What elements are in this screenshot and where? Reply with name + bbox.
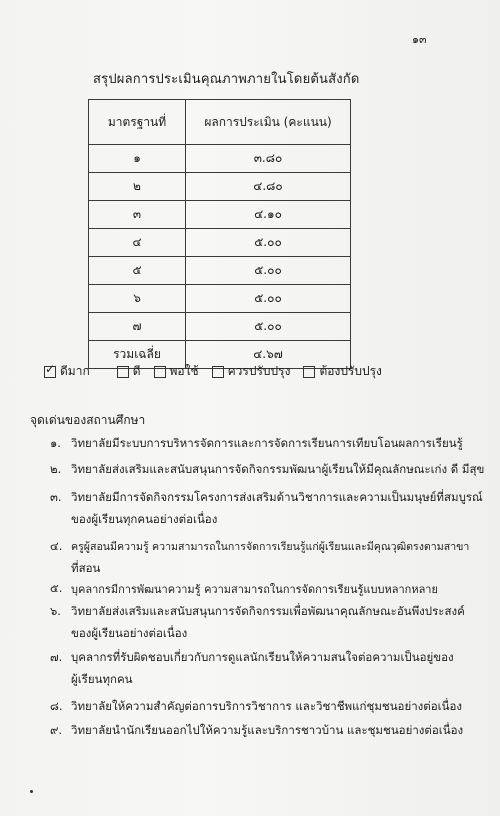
- average-value: ๔.๖๗: [186, 341, 351, 369]
- rating-option-good[interactable]: [117, 362, 141, 381]
- checkbox-checked-icon[interactable]: [44, 366, 56, 378]
- item-number: ๗.: [50, 650, 63, 664]
- item-text: บุคลากรมีการพัฒนาความรู้ ความสามารถในการจัดการเรียนรู้แบบหลากหลาย: [71, 583, 438, 596]
- score-cell: ๔.๑๐: [186, 201, 351, 229]
- score-cell: ๔.๘๐: [186, 173, 351, 201]
- item-text: วิทยาลัยมีระบบการบริหารจัดการและการจัดการเรียนการเทียบโอนผลการเรียนรู้: [71, 436, 463, 450]
- rating-option-fair[interactable]: [154, 362, 199, 381]
- score-cell: ๓.๘๐: [186, 145, 351, 173]
- score-cell: ๕.๐๐: [186, 257, 351, 285]
- rating-label: ควรปรับปรุง: [227, 364, 291, 378]
- score-table: [88, 99, 351, 369]
- standard-cell: ๒: [89, 173, 186, 201]
- item-number: ๑.: [50, 436, 61, 450]
- checkbox-icon[interactable]: [212, 366, 224, 378]
- checkbox-icon[interactable]: [117, 366, 129, 378]
- standard-cell: ๓: [89, 201, 186, 229]
- header-standard: มาตรฐานที่: [89, 100, 186, 145]
- table-row: [89, 313, 351, 341]
- table-header-row: [89, 100, 351, 145]
- item-number: ๘.: [50, 699, 63, 713]
- table-row: [89, 145, 351, 173]
- table-row: [89, 201, 351, 229]
- standard-cell: ๖: [89, 285, 186, 313]
- item-number: ๔.: [50, 539, 63, 553]
- strengths-heading: จุดเด่นของสถานศึกษา: [30, 413, 146, 427]
- checkbox-icon[interactable]: [154, 366, 166, 378]
- rating-label: ดี: [132, 364, 141, 378]
- item-text: วิทยาลัยนำนักเรียนออกไปให้ความรู้และบริการชาวบ้าน และชุมชนอย่างต่อเนื่อง: [71, 723, 464, 737]
- item-continuation: ของผู้เรียนอย่างต่อเนื่อง: [71, 626, 188, 640]
- item-number: ๒.: [50, 462, 62, 476]
- rating-option-should-improve[interactable]: [212, 362, 291, 381]
- item-text: วิทยาลัยมีการจัดกิจกรรมโครงการส่งเสริมด้านวิชาการและความเป็นมนุษย์ที่สมบูรณ์: [71, 490, 483, 504]
- page-number: ๑๓: [412, 33, 427, 46]
- rating-option-must-improve[interactable]: [303, 362, 381, 381]
- item-text: วิทยาลัยส่งเสริมและสนับสนุนการจัดกิจกรรมพัฒนาผู้เรียนให้มีคุณลักษณะเก่ง ดี มีสุข: [71, 462, 485, 476]
- score-cell: ๕.๐๐: [186, 229, 351, 257]
- rating-label: ต้องปรับปรุง: [319, 364, 382, 378]
- item-number: ๙.: [50, 723, 63, 737]
- rating-label: ดีมาก: [60, 364, 90, 378]
- item-text: ครูผู้สอนมีความรู้ ความสามารถในการจัดการเรียนรู้แก่ผู้เรียนและมีคุณวุฒิตรงตามสาขา: [71, 541, 470, 553]
- standard-cell: ๕: [89, 257, 186, 285]
- item-text: วิทยาลัยให้ความสำคัญต่อการบริการวิชาการ และวิชาชีพแก่ชุมชนอย่างต่อเนื่อง: [71, 699, 462, 713]
- checkbox-icon[interactable]: [303, 366, 315, 378]
- rating-option-very-good[interactable]: [44, 362, 90, 381]
- item-number: ๓.: [50, 490, 62, 504]
- page-title: สรุปผลการประเมินคุณภาพภายในโดยต้นสังกัด: [93, 72, 360, 87]
- table-row: [89, 229, 351, 257]
- item-continuation: ที่สอน: [71, 561, 101, 575]
- item-continuation: ผู้เรียนทุกคน: [71, 672, 133, 686]
- table-row: [89, 285, 351, 313]
- item-continuation: ของผู้เรียนทุกคนอย่างต่อเนื่อง: [71, 512, 218, 526]
- item-text: วิทยาลัยส่งเสริมและสนับสนุนการจัดกิจกรรมเพื่อพัฒนาคุณลักษณะอันพึงประสงค์: [71, 604, 465, 618]
- table-row: [89, 257, 351, 285]
- average-label: รวมเฉลี่ย: [89, 341, 186, 369]
- score-cell: ๕.๐๐: [186, 285, 351, 313]
- table-row: [89, 173, 351, 201]
- score-cell: ๕.๐๐: [186, 313, 351, 341]
- rating-checklist: [44, 362, 395, 381]
- item-text: บุคลากรที่รับผิดชอบเกี่ยวกับการดูแลนักเรียนให้ความสนใจต่อความเป็นอยู่ของ: [71, 650, 454, 664]
- scan-speck: [30, 790, 33, 793]
- standard-cell: ๑: [89, 145, 186, 173]
- rating-label: พอใช้: [169, 364, 199, 378]
- standard-cell: ๔: [89, 229, 186, 257]
- standard-cell: ๗: [89, 313, 186, 341]
- header-score: ผลการประเมิน (คะแนน): [186, 100, 351, 145]
- item-number: ๖.: [50, 604, 61, 618]
- item-number: ๕.: [50, 581, 63, 595]
